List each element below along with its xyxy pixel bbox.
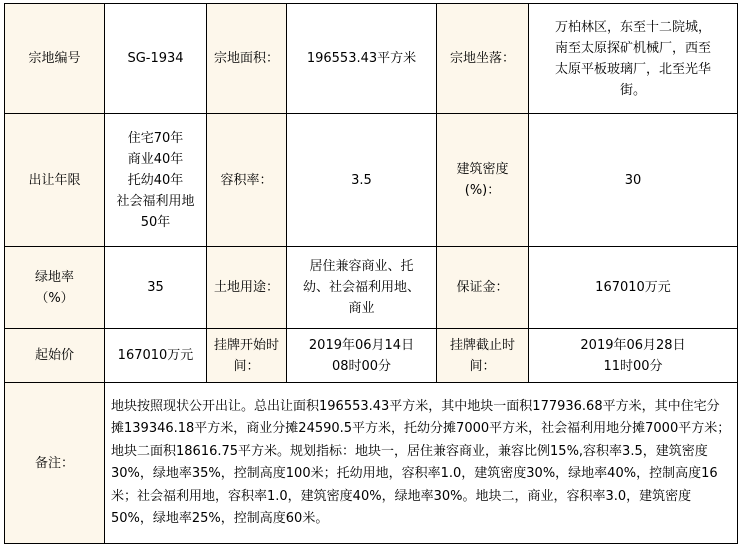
density-label: 建筑密度(%)： — [437, 114, 529, 247]
listing-end-value — [529, 329, 738, 383]
table-row — [5, 114, 738, 247]
listing-start-line: 08时00分 — [331, 358, 392, 374]
term-line: 商业40年 — [127, 151, 184, 167]
far-value: 3.5 — [287, 114, 437, 247]
listing-start-label — [207, 329, 287, 383]
location-line: 南至太原探矿机械厂，西至 — [554, 40, 711, 56]
location-line: 街。 — [619, 82, 646, 98]
deposit-label: 保证金： — [437, 247, 529, 329]
transfer-term-label: 出让年限 — [5, 114, 105, 247]
parcel-location-value — [529, 4, 738, 114]
table-row — [5, 247, 738, 329]
green-label-line: 绿地率 — [34, 269, 74, 285]
green-ratio-label — [5, 247, 105, 329]
location-line: 太原平板玻璃厂，北至光华 — [554, 61, 711, 77]
far-label: 容积率： — [207, 114, 287, 247]
start-price-value: 167010万元 — [105, 329, 207, 383]
parcel-code-label: 宗地编号 — [5, 4, 105, 114]
use-line: 居住兼容商业、托 — [309, 259, 414, 274]
green-ratio-value: 35 — [105, 247, 207, 329]
land-parcel-table — [4, 3, 738, 544]
location-line: 万柏林区，东至十二院城， — [554, 19, 711, 35]
listing-start-label-line: 挂牌开始时 — [213, 337, 279, 353]
use-line: 幼、社会福利用地、 — [302, 280, 420, 295]
use-line: 商业 — [348, 301, 375, 316]
listing-end-line: 11时00分 — [603, 358, 663, 374]
deposit-value: 167010万元 — [529, 247, 738, 329]
density-value: 30 — [529, 114, 738, 247]
parcel-location-label: 宗地坐落： — [437, 4, 529, 114]
land-use-value — [287, 247, 437, 329]
note-label: 备注： — [5, 383, 105, 544]
listing-start-value — [287, 329, 437, 383]
green-label-line: （%） — [35, 290, 74, 306]
table-row — [5, 4, 738, 114]
listing-start-label-line: 间： — [233, 358, 260, 374]
listing-end-line: 2019年06月28日 — [580, 337, 686, 353]
parcel-area-label: 宗地面积： — [207, 4, 287, 114]
term-line: 托幼40年 — [127, 172, 184, 188]
transfer-term-value — [105, 114, 207, 247]
term-line: 住宅70年 — [127, 130, 184, 146]
note-value: 地块按照现状公开出让。总出让面积196553.43平方米，其中地块一面积177936.68平方米，其中住宅分摊139346.18平方米，商业分摊24590.5平方米，托幼分摊7000平方米，社会福利用地分摊7000平方米；地块二面积18616.75平方米。规划指标：地块一，居住兼容商业，兼容比例15%,容积率3.5，建筑密度30%，绿地率35%，控制高度100米；托幼用地，容积率1.0，建筑密度30%，绿地率40%，控制高度16米；社会福利用地，容积率1.0，建筑密度40%，绿地率30%。地块二，商业，容积率3.0，建筑密度50%，绿地率25%，控制高度60米。 — [105, 383, 738, 544]
table-row — [5, 383, 738, 544]
listing-end-label: 挂牌截止时间： — [437, 329, 529, 383]
parcel-area-value: 196553.43平方米 — [287, 4, 437, 114]
table-row — [5, 329, 738, 383]
term-line: 50年 — [140, 214, 171, 230]
listing-start-line: 2019年06月14日 — [308, 337, 415, 353]
term-line: 社会福利用地 — [116, 193, 195, 209]
start-price-label: 起始价 — [5, 329, 105, 383]
parcel-code-value: SG-1934 — [105, 4, 207, 114]
land-use-label: 土地用途： — [207, 247, 287, 329]
